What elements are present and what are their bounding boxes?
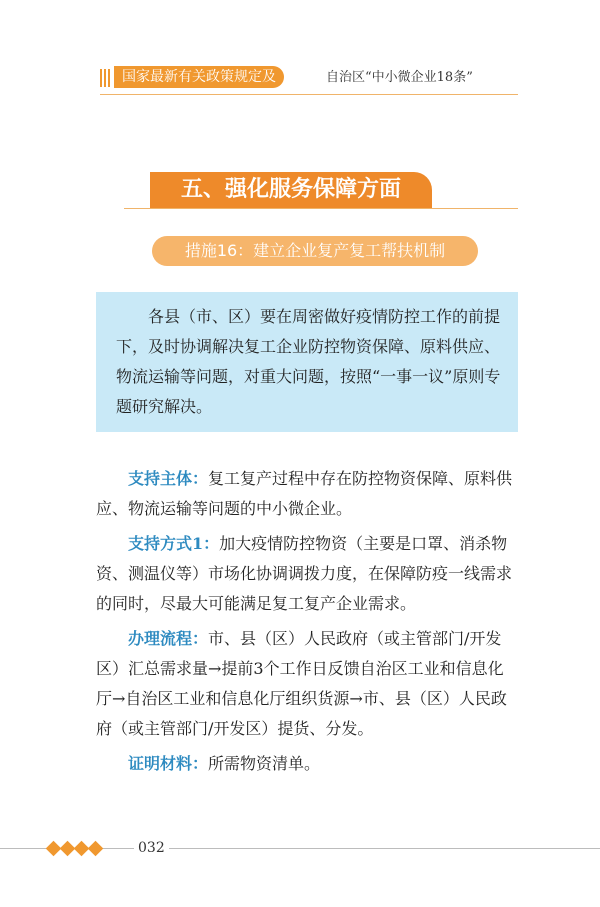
header-subtitle: 自治区“中小微企业18条” <box>326 70 473 85</box>
section-underline <box>124 208 518 209</box>
header-divider <box>100 94 518 95</box>
measure-title: 措施16：建立企业复产复工帮扶机制 <box>152 236 478 266</box>
header-bars-decoration <box>100 69 112 87</box>
section-title: 五、强化服务保障方面 <box>150 172 432 208</box>
body-text <box>96 464 518 784</box>
item-text: 市、县（区）人民政府（或主管部门/开发区）汇总需求量→提前3个工作日反馈自治区工业和信息化厅→自治区工业和信息化厅组织货源→市、县（区）人民政府（或主管部门/开发区）提货、分发。 <box>96 629 507 738</box>
item-text: 加大疫情防控物资（主要是口罩、消杀物资、测温仪等）市场化协调调拨力度，在保障防疫一线需求的同时，尽最大可能满足复工复产企业需求。 <box>96 534 513 613</box>
summary-box <box>96 292 518 432</box>
item-label: 支持主体： <box>128 469 209 488</box>
summary-text: 各县（市、区）要在周密做好疫情防控工作的前提下，及时协调解决复工企业防控物资保障、原料供应、物流运输等问题，对重大问题，按照“一事一议”原则专题研究解决。 <box>116 307 501 416</box>
book-title: 国家最新有关政策规定及 <box>114 66 284 88</box>
footer-diamonds-decoration <box>48 840 101 856</box>
item-label: 办理流程： <box>128 629 209 648</box>
item-process <box>96 624 518 744</box>
item-text: 所需物资清单。 <box>208 754 321 773</box>
item-support-method <box>96 529 518 619</box>
item-support-subject <box>96 464 518 524</box>
diamond-icon <box>88 840 104 856</box>
running-header <box>100 66 518 90</box>
item-label: 证明材料： <box>128 754 209 773</box>
item-materials <box>96 749 518 779</box>
item-label: 支持方式1： <box>128 534 220 553</box>
page-number: 032 <box>134 838 169 858</box>
item-text: 复工复产过程中存在防控物资保障、原料供应、物流运输等问题的中小微企业。 <box>96 469 513 518</box>
